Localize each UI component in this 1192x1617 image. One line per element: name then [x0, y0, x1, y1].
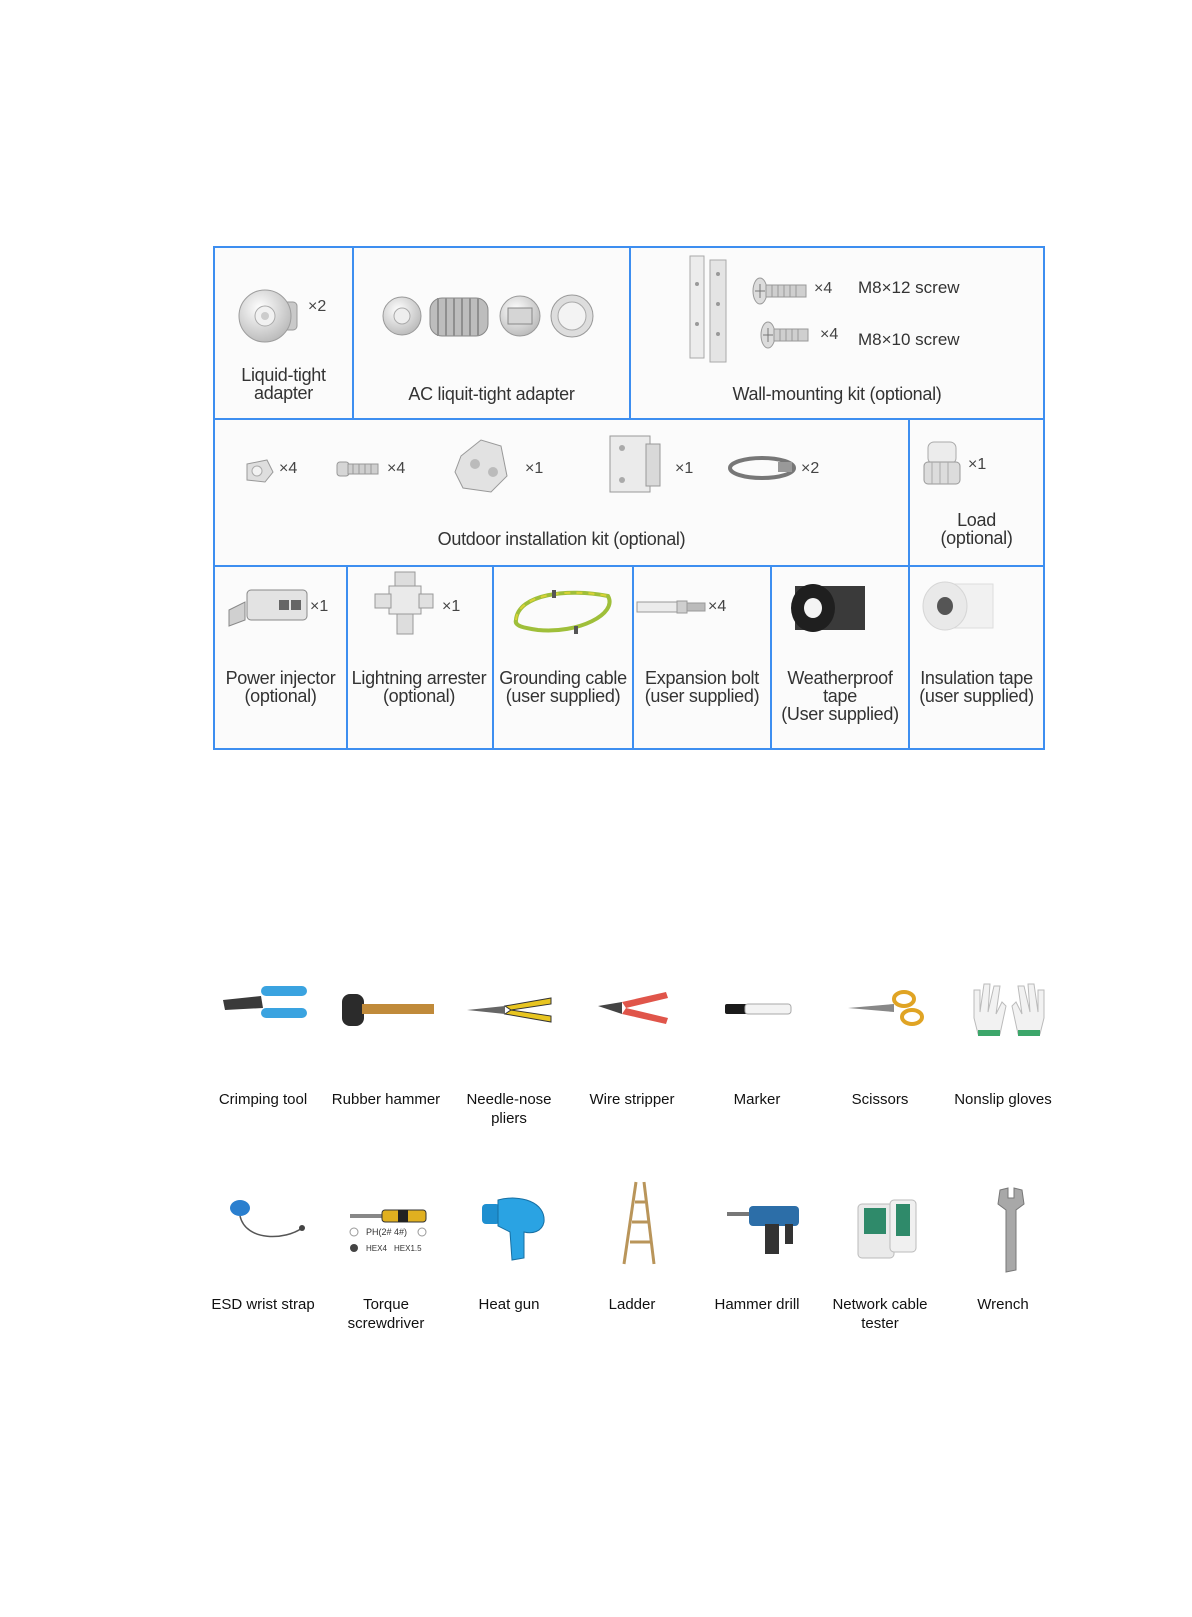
tool-label: Wrench	[977, 1296, 1029, 1313]
lightning-arrester-label: Lightning arrester (optional)	[351, 668, 487, 706]
tool-label: Heat gun	[478, 1296, 540, 1313]
power-injector-image	[225, 580, 311, 630]
heat-gun-image	[480, 1192, 552, 1264]
load-image	[922, 440, 962, 488]
load-qty: ×1	[968, 456, 987, 473]
outdoor-kit-label: Outdoor installation kit (optional)	[437, 529, 686, 549]
wall-bracket-image	[688, 254, 732, 364]
hammer-drill-image	[725, 1198, 805, 1260]
outdoor-qty-1: ×4	[279, 460, 298, 477]
nonslip-gloves-image	[970, 978, 1048, 1042]
expansion-bolt-label: Expansion bolt (user supplied)	[644, 668, 760, 706]
esd-wrist-strap-image	[226, 1192, 310, 1244]
insulation-tape-label: Insulation tape (user supplied)	[919, 668, 1034, 706]
liquid-tight-qty: ×2	[308, 298, 327, 315]
hose-clamp-image	[728, 454, 798, 482]
screw2-label: M8×10 screw	[858, 330, 960, 349]
row-divider-2	[215, 565, 1043, 567]
grounding-cable-image	[508, 584, 618, 640]
ladder-image	[614, 1180, 664, 1266]
tool-label: Ladder	[608, 1296, 656, 1313]
screwdriver-text-2: HEX4	[366, 1244, 387, 1253]
liquid-tight-adapter-image	[235, 286, 305, 346]
lightning-arrester-qty: ×1	[442, 598, 461, 615]
load-label: Load (optional)	[940, 510, 1013, 548]
power-injector-qty: ×1	[310, 598, 329, 615]
outdoor-qty-3: ×1	[525, 460, 544, 477]
bolt-image	[335, 456, 381, 482]
grounding-cable-label: Grounding cable (user supplied)	[499, 668, 627, 706]
ac-adapter-label: AC liquit-tight adapter	[408, 384, 575, 404]
outdoor-qty-2: ×4	[387, 460, 406, 477]
tool-label: Nonslip gloves	[954, 1091, 1052, 1108]
screw-icon	[760, 320, 816, 350]
marker-image	[723, 1001, 793, 1017]
needle-nose-pliers-image	[465, 996, 555, 1024]
col-divider	[492, 565, 494, 748]
scissors-image	[846, 990, 926, 1026]
tool-label: Crimping tool	[218, 1091, 308, 1108]
wire-stripper-image	[596, 990, 670, 1026]
ac-adapter-image	[380, 288, 600, 348]
expansion-bolt-qty: ×4	[708, 598, 727, 615]
nut-image	[243, 458, 275, 484]
expansion-bolt-image	[635, 598, 707, 616]
tool-label: ESD wrist strap	[211, 1296, 315, 1313]
col-divider	[346, 565, 348, 748]
row-divider-1	[215, 418, 1043, 420]
weatherproof-tape-label: Weatherproof tape (User supplied)	[781, 668, 899, 724]
screw1-qty: ×4	[814, 280, 833, 297]
lightning-arrester-image	[375, 570, 435, 636]
pole-clamp-image	[451, 436, 517, 496]
screw1-label: M8×12 screw	[858, 278, 960, 297]
mounting-plate-image	[608, 432, 664, 498]
crimping-tool-image	[221, 982, 311, 1026]
wall-kit-label: Wall-mounting kit (optional)	[732, 384, 942, 404]
outdoor-qty-4: ×1	[675, 460, 694, 477]
components-panel	[213, 246, 1045, 750]
tool-label: Wire stripper	[589, 1091, 675, 1108]
tool-label: Scissors	[851, 1091, 909, 1108]
insulation-tape-image	[919, 578, 995, 634]
screw-icon	[752, 276, 812, 306]
screwdriver-text-3: HEX1.5	[394, 1244, 422, 1253]
col-divider	[632, 565, 634, 748]
liquid-tight-label: Liquid-tight adapter	[241, 365, 326, 403]
tool-label: Rubber hammer	[331, 1091, 441, 1108]
network-cable-tester-image	[856, 1198, 918, 1260]
screwdriver-text-1: PH(2# 4#)	[366, 1227, 408, 1237]
rubber-hammer-image	[340, 992, 436, 1028]
screw2-qty: ×4	[820, 326, 839, 343]
outdoor-qty-5: ×2	[801, 460, 820, 477]
weatherproof-tape-image	[785, 578, 867, 638]
tool-label: Needle-nose pliers	[466, 1091, 552, 1127]
tool-label: Marker	[733, 1091, 781, 1108]
power-injector-label: Power injector (optional)	[225, 668, 336, 706]
wrench-image	[994, 1186, 1028, 1276]
tool-label: Network cable tester	[832, 1296, 928, 1332]
tool-label: Hammer drill	[714, 1296, 800, 1313]
tool-label: Torque screwdriver	[347, 1296, 425, 1332]
